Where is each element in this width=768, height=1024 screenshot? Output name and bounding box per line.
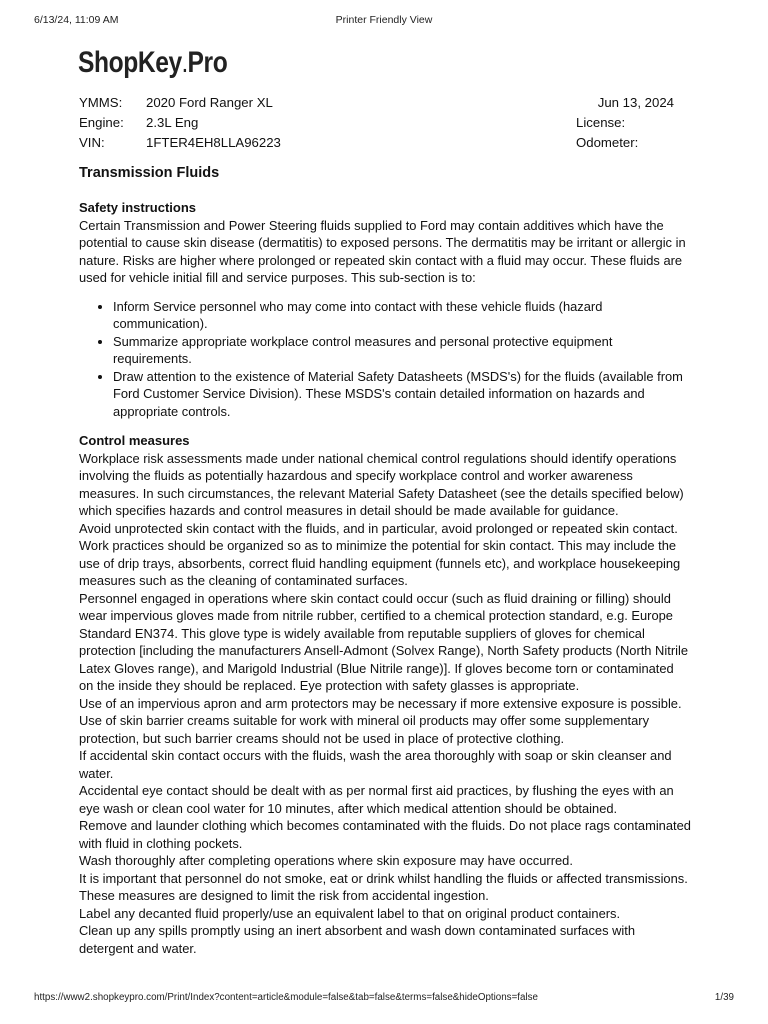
safety-intro: Certain Transmission and Power Steering fluids supplied to Ford may contain additives which have the potential to cause skin disease (dermatitis) to exposed persons. The dermatitis may be irritant or allergic in nature. Risks are higher where prolonged or repeated skin contact with a fluid may occur. These fluids are used for vehicle initial fill and service purposes. This sub-section is to: (79, 217, 686, 285)
safety-heading: Safety instructions (79, 200, 197, 215)
control-paragraph: Workplace risk assessments made under national chemical control regulations should identify operations involving the fluids as potentially hazardous and specify workplace control and worker awareness measures. In such circumstances, the relevant Material Safety Datasheet (see the details specified below) which specifies hazards and control measures in detail should be made available for guidance. (79, 450, 684, 518)
control-paragraph: Use of an impervious apron and arm protectors may be necessary if more extensive exposure is possible. Use of skin barrier creams suitable for work with mineral oil products may offer some supplementary protection, but such barrier creams should not be used in place of protective clothing. (79, 695, 682, 746)
safety-list (79, 298, 691, 421)
license-label: License: (576, 115, 626, 130)
engine-row (79, 113, 674, 133)
ymms-value: 2020 Ford Ranger XL (146, 95, 273, 110)
vin-row (79, 133, 674, 153)
control-paragraph: Remove and launder clothing which becomes contaminated with the fluids. Do not place rags contaminated with fluid in clothing pockets. (79, 818, 691, 851)
control-paragraph: It is important that personnel do not smoke, eat or drink whilst handling the fluids or affected transmissions. These measures are designed to limit the risk from accidental ingestion. (79, 870, 688, 903)
print-footer (34, 992, 734, 1008)
print-view-title: Printer Friendly View (335, 14, 433, 26)
ymms-row (79, 93, 674, 113)
article-body (79, 199, 691, 957)
page-url: https://www2.shopkeypro.com/Print/Index?content=article&module=false&tab=false&terms=false&hideOptions=false (34, 992, 538, 1003)
control-paragraph: Label any decanted fluid properly/use an equivalent label to that on original product containers. (79, 905, 621, 921)
list-item: • Inform Service personnel who may come into contact with these vehicle fluids (hazard communication). (113, 298, 691, 333)
print-timestamp: 6/13/24, 11:09 AM (34, 14, 119, 26)
list-item: • Summarize appropriate workplace control measures and personal protective equipment requirements. (113, 333, 691, 368)
vehicle-info (79, 93, 674, 153)
control-paragraph: Clean up any spills promptly using an inert absorbent and wash down contaminated surfaces with detergent and water. (79, 923, 636, 956)
engine-label: Engine: (79, 115, 124, 130)
control-paragraph: Avoid unprotected skin contact with the fluids, and in particular, avoid prolonged or repeated skin contact. Work practices should be organized so as to minimize the potential for skin contact. This may include the use of drip trays, absorbents, correct fluid handling equipment (funnels etc), and workplace housekeeping measures such as the cleaning of contaminated surfaces. (79, 520, 681, 588)
page-number: 1/39 (714, 992, 734, 1003)
engine-value: 2.3L Eng (146, 115, 199, 130)
control-paragraph: If accidental skin contact occurs with the fluids, wash the area thoroughly with soap or skin cleanser and water. (79, 748, 672, 781)
shopkeypro-logo: ShopKey.Pro (78, 46, 228, 79)
vin-label: VIN: (79, 135, 105, 150)
control-paragraph: Wash thoroughly after completing operations where skin exposure may have occurred. (79, 853, 573, 868)
control-paragraph: Personnel engaged in operations where skin contact could occur (such as fluid draining or filling) should wear impervious gloves made from nitrile rubber, certified to a chemical protection standard, e.g. Europe Standard EN374. This glove type is widely available from reputable suppliers of gloves for chemical protection [including the manufacturers Ansell-Admont (Solvex Range), North Safety products (North Nitrile Latex Gloves range), and Marigold Industrial (Blue Nitrile range)]. If gloves become torn or contaminated on the inside they should be replaced. Eye protection with safety glasses is appropriate. (79, 590, 689, 693)
print-header (34, 14, 734, 30)
control-paragraph: Accidental eye contact should be dealt with as per normal first aid practices, by flushing the eyes with an eye wash or clean cool water for 10 minutes, after which medical attention should be obtained. (79, 783, 674, 816)
ymms-label: YMMS: (79, 95, 123, 110)
article-title: Transmission Fluids (79, 165, 220, 181)
vin-value: 1FTER4EH8LLA96223 (146, 135, 281, 150)
list-item: • Draw attention to the existence of Material Safety Datasheets (MSDS's) for the fluids (available from Ford Customer Service Division). These MSDS's contain detailed information on hazards and appropriate controls. (113, 368, 691, 421)
control-heading: Control measures (79, 433, 190, 448)
report-date: Jun 13, 2024 (597, 95, 674, 110)
odometer-label: Odometer: (576, 135, 639, 150)
